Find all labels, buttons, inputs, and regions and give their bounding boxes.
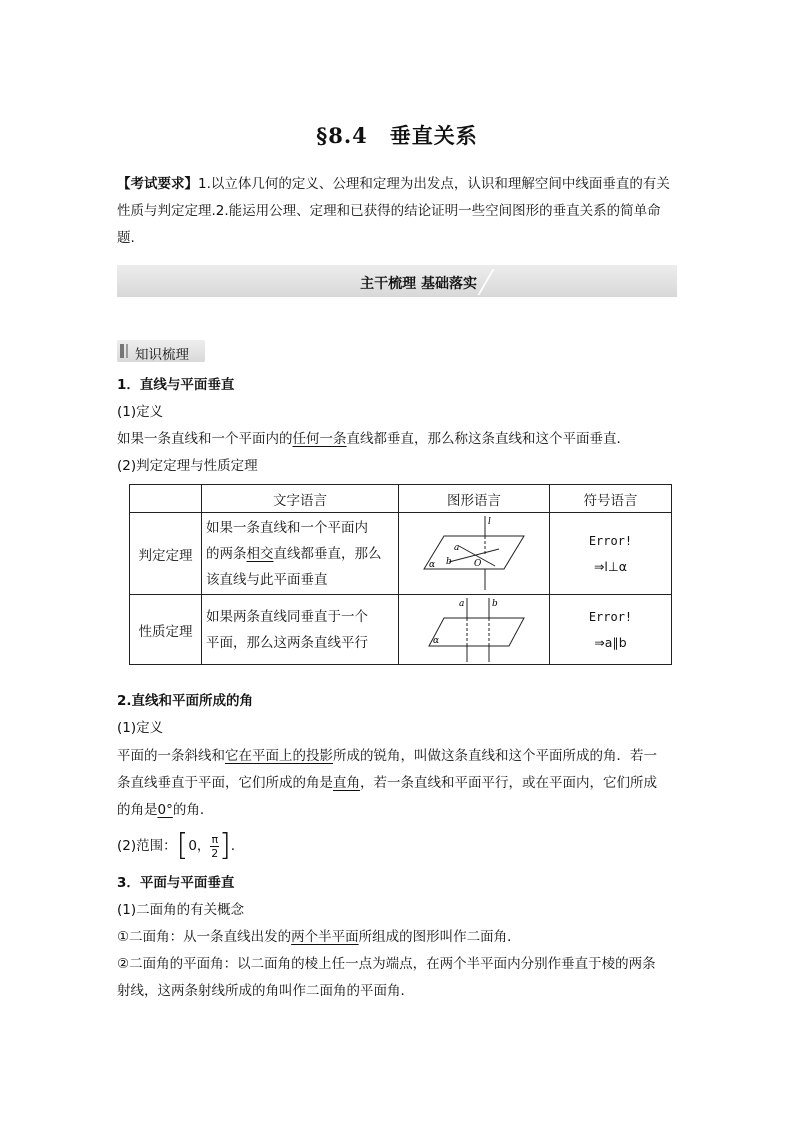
label-alpha: α <box>429 559 436 570</box>
table-row <box>130 595 672 665</box>
sec1-thm-label: (2)判定定理与性质定理 <box>117 458 258 474</box>
section-name: 垂直关系 <box>389 123 478 148</box>
section-number: §8.4 <box>316 123 368 148</box>
sec2-line2-pre: 条直线垂直于平面，它们所成的角是 <box>117 775 333 791</box>
row2-figure <box>399 595 550 665</box>
sec3-concept-label: (1)二面角的有关概念 <box>117 902 245 918</box>
sec2-line2-underline: 直角 <box>333 775 360 791</box>
sec3-heading: 3．平面与平面垂直 <box>117 875 235 891</box>
sec2-range-zero: 0， <box>188 838 211 854</box>
tag-bar-icon-2 <box>126 344 128 358</box>
sec2-line3-underline: 0° <box>157 802 173 818</box>
sec1-def-post: 直线都垂直，那么称这条直线和这个平面垂直． <box>346 431 630 447</box>
sec2-range-label: (2)范围： <box>117 838 177 854</box>
row2-error-text: Error! <box>588 609 633 624</box>
row2-text-line1: 如果两条直线同垂直于一个 <box>206 608 368 625</box>
parallel-lines-figure <box>399 596 549 664</box>
label-alpha-2: α <box>433 635 440 646</box>
knowledge-tag-label: 知识梳理 <box>135 347 189 363</box>
banner-title: 主干梳理 基础落实 <box>360 276 477 292</box>
left-bracket-icon: [ <box>176 828 189 863</box>
row1-text-b2: 直线都垂直，那么 <box>273 545 382 562</box>
sec2-range <box>117 826 679 866</box>
label-o: O <box>474 558 482 569</box>
row1-symbol <box>550 513 672 595</box>
row2-name: 性质定理 <box>130 595 202 665</box>
exam-requirements <box>117 171 677 252</box>
sec3-item2-line2: 射线，这两条射线所成的角叫作二面角的平面角． <box>117 983 414 999</box>
row1-name: 判定定理 <box>130 513 202 595</box>
sec1-definition <box>117 426 679 452</box>
requirements-tag: 【考试要求】 <box>117 176 198 192</box>
sec3-item1-post: 所组成的图形叫作二面角． <box>358 929 521 945</box>
fraction-numerator: π <box>211 832 219 846</box>
label-a: a <box>454 542 460 553</box>
table-header-text: 文字语言 <box>202 485 399 513</box>
sec3-item1-pre: ①二面角：从一条直线出发的 <box>117 929 292 945</box>
knowledge-tag <box>117 340 205 362</box>
sec2-line1 <box>117 743 679 769</box>
row2-text-line2: 平面，那么这两条直线平行 <box>206 634 368 651</box>
row1-text-line3: 该直线与此平面垂直 <box>206 571 328 588</box>
sec2-line3-post: 的角． <box>172 802 214 818</box>
table-header-symbol: 符号语言 <box>550 485 672 513</box>
table-header-empty <box>130 485 202 513</box>
theorem-table <box>129 484 672 665</box>
row1-text-underline: 相交 <box>246 545 274 562</box>
label-a-2: a <box>459 598 465 609</box>
sec3-item1 <box>117 924 679 950</box>
row1-figure <box>399 513 550 595</box>
sec2-range-end: . <box>230 838 236 854</box>
row1-result: ⇒l⊥α <box>593 558 628 574</box>
sec2-line1-post: 所成的锐角，叫做这条直线和这个平面所成的角．若一 <box>333 748 657 764</box>
page-title <box>0 120 794 150</box>
table-header-row <box>130 485 672 513</box>
table-header-figure: 图形语言 <box>399 485 550 513</box>
label-b-2: b <box>492 598 498 609</box>
sec3-item1-underline: 两个半平面 <box>291 929 359 945</box>
sec1-def-underline: 任何一条 <box>292 431 347 447</box>
sec1-def-pre: 如果一条直线和一个平面内的 <box>117 431 293 447</box>
line-plane-perpendicular-figure <box>399 514 549 594</box>
table-row <box>130 513 672 595</box>
row1-text-line2 <box>206 541 394 567</box>
label-b: b <box>446 556 452 567</box>
pi-over-2-fraction <box>210 833 219 860</box>
section-banner <box>117 265 677 297</box>
sec2-line1-pre: 平面的一条斜线和 <box>117 748 225 764</box>
sec1-def-label: (1)定义 <box>117 404 164 420</box>
row2-result: ⇒a∥b <box>594 634 627 650</box>
sec2-line1-underline: 它在平面上的投影 <box>225 748 333 764</box>
sec2-line3 <box>117 797 679 823</box>
sec2-def-label: (1)定义 <box>117 720 164 736</box>
row1-error-text: Error! <box>588 533 633 548</box>
banner-slash-decoration <box>477 269 494 295</box>
sec3-item2-line1: ②二面角的平面角：以二面角的棱上任一点为端点，在两个半平面内分别作垂直于棱的两条 <box>117 956 656 972</box>
row1-text-line1: 如果一条直线和一个平面内 <box>206 519 368 536</box>
sec2-line2-post: ，若一条直线和平面平行，或在平面内，它们所成 <box>360 775 657 791</box>
row1-text <box>202 513 399 595</box>
sec2-line2 <box>117 770 679 796</box>
requirements-text: 1.以立体几何的定义、公理和定理为出发点，认识和理解空间中线面垂直的有关性质与判定定理.2.能运用公理、定理和已获得的结论证明一些空间图形的垂直关系的简单命题. <box>117 176 670 246</box>
sec2-line3-pre: 的角是 <box>117 802 158 818</box>
row2-text <box>202 595 399 665</box>
fraction-denominator: 2 <box>211 846 219 860</box>
plane-alpha-shape-2 <box>429 618 524 646</box>
row2-symbol <box>550 595 672 665</box>
sec1-heading: 1．直线与平面垂直 <box>117 377 235 393</box>
row1-text-b1: 的两条 <box>206 545 247 562</box>
right-bracket-icon: ] <box>219 828 231 863</box>
tag-bar-icon <box>120 344 124 358</box>
sec2-heading: 2.直线和平面所成的角 <box>117 693 254 709</box>
label-l: l <box>488 516 491 527</box>
